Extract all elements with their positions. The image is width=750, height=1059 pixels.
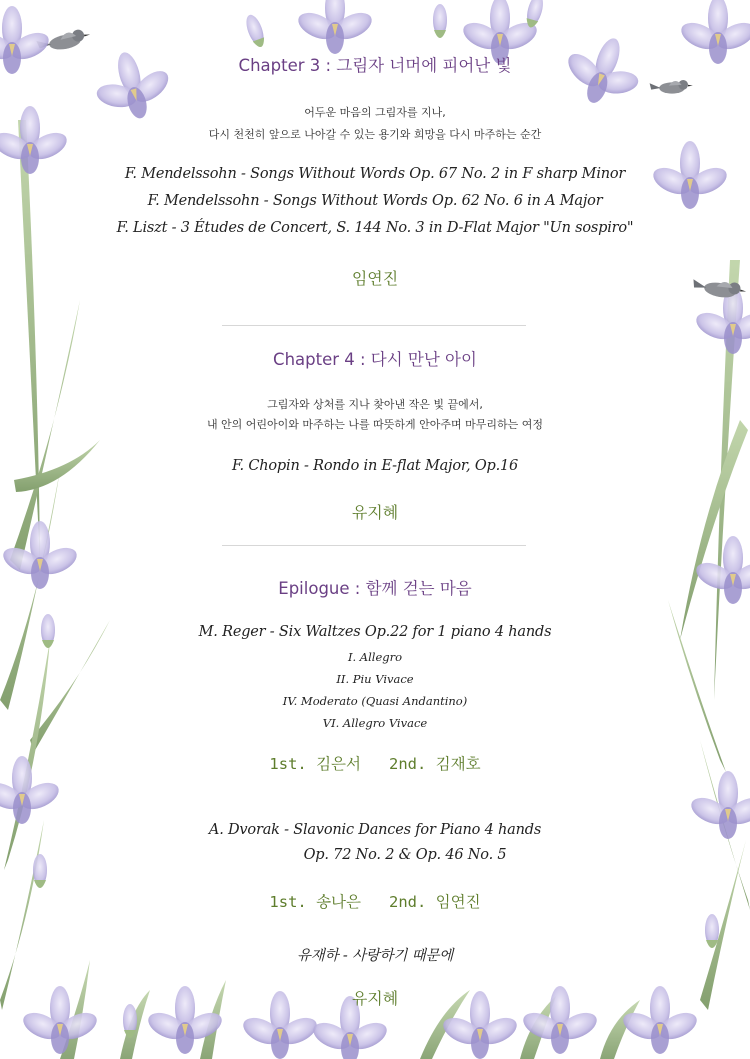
chapter3-piece-1: F. Mendelssohn - Songs Without Words Op. 67 No. 2 in F sharp Minor xyxy=(124,166,626,182)
reger-piece-title: M. Reger - Six Waltzes Op.22 for 1 piano 4 hands xyxy=(198,624,552,640)
section-divider xyxy=(222,325,526,326)
reger-movement-3: IV. Moderato (Quasi Andantino) xyxy=(282,694,468,708)
chapter3-piece-3: F. Liszt - 3 Études de Concert, S. 144 No. 3 in D-Flat Major "Un sospiro" xyxy=(116,220,634,236)
chapter4-description-line1: 그림자와 상처를 지나 찾아낸 작은 빛 끝에서, xyxy=(267,398,483,411)
dvorak-piece-title-line1: A. Dvorak - Slavonic Dances for Piano 4 hands xyxy=(208,822,542,838)
reger-performers: 1st. 김은서 2nd. 김재호 xyxy=(269,755,481,773)
chapter4-heading: Chapter 4 : 다시 만난 아이 xyxy=(273,350,477,369)
dvorak-performers: 1st. 송나은 2nd. 임연진 xyxy=(269,893,481,911)
chapter3-description-line1: 어두운 마음의 그림자를 지나, xyxy=(304,106,446,119)
chapter3-heading: Chapter 3 : 그림자 너머에 피어난 빛 xyxy=(238,56,512,75)
song-title: 유재하 - 사랑하기 때문에 xyxy=(297,948,453,964)
chapter4-performer: 유지혜 xyxy=(351,503,399,522)
chapter3-description-line2: 다시 천천히 앞으로 나아갈 수 있는 용기와 희망을 다시 마주하는 순간 xyxy=(208,128,542,141)
reger-movement-4: VI. Allegro Vivace xyxy=(322,716,428,730)
chapter4-piece: F. Chopin - Rondo in E-flat Major, Op.16 xyxy=(231,458,519,474)
chapter4-description-line2: 내 안의 어린아이와 마주하는 나를 따뜻하게 안아주며 마무리하는 여정 xyxy=(206,418,544,431)
right-border-leaves xyxy=(668,260,750,1010)
section-divider xyxy=(222,545,526,546)
reger-movement-1: I. Allegro xyxy=(347,650,403,664)
epilogue-heading: Epilogue : 함께 걷는 마음 xyxy=(278,579,472,598)
chapter3-piece-2: F. Mendelssohn - Songs Without Words Op. 62 No. 6 in A Major xyxy=(147,193,603,209)
reger-movement-2: II. Piu Vivace xyxy=(336,672,414,686)
song-performer: 유지혜 xyxy=(351,989,399,1008)
chapter3-performer: 임연진 xyxy=(351,269,399,288)
dvorak-piece-title-line2: Op. 72 No. 2 & Op. 46 No. 5 xyxy=(303,847,507,863)
